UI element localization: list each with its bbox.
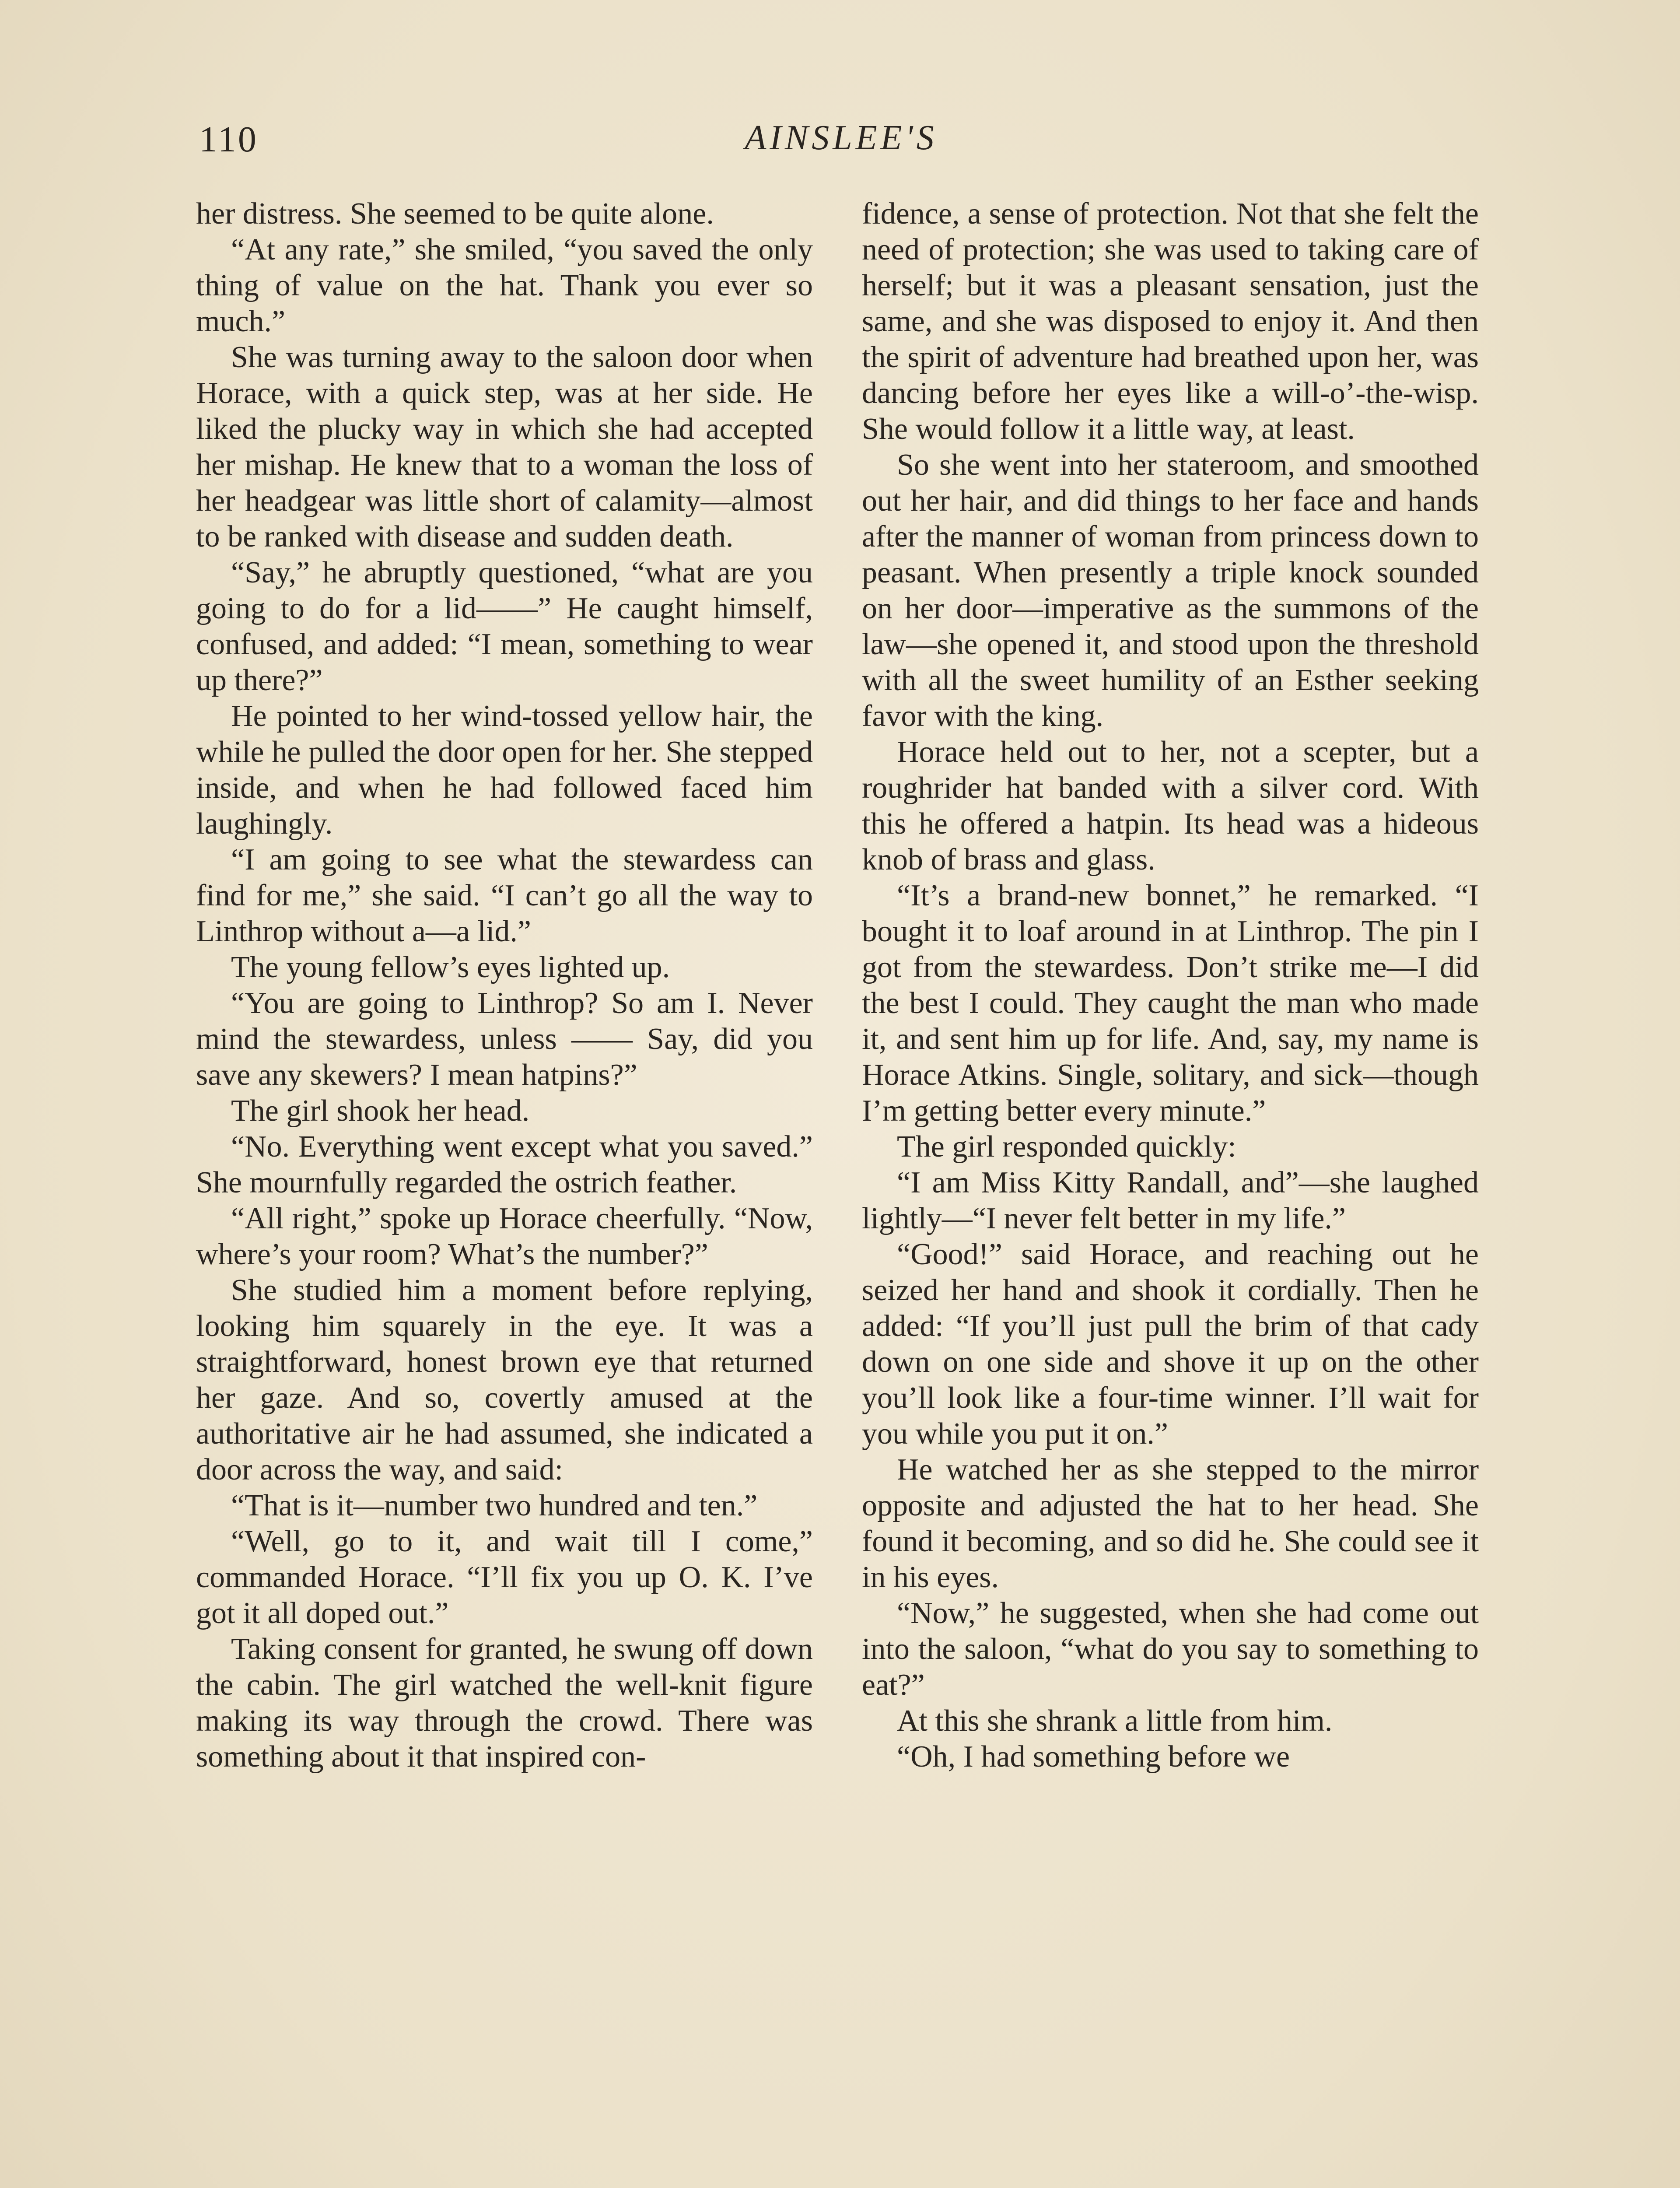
paragraph: “At any rate,” she smiled, “you saved the only thing of value on the hat. Thank you ever so much.” xyxy=(196,233,813,338)
paragraph: He watched her as she stepped to the mirror opposite and adjusted the hat to her head. She found it becoming, and so did he. She could see it in his eyes. xyxy=(862,1453,1479,1594)
paragraph: She studied him a moment before replying, looking him squarely in the eye. It was a straightforward, honest brown eye that returned her gaze. And so, covertly amused at the authoritative air he had assumed, she indicated a door across the way, and said: xyxy=(196,1273,813,1487)
paragraph: “I am going to see what the stewardess can find for me,” she said. “I can’t go all the way to Linthrop without a—a lid.” xyxy=(196,843,813,948)
right-column xyxy=(862,196,1479,1775)
paragraph: “Good!” said Horace, and reaching out he seized her hand and shook it cordially. Then he added: “If you’ll just pull the brim of that cady down on one side and shove it up on the other you’ll look like a four-time winner. I’ll wait for you while you put it on.” xyxy=(862,1238,1479,1451)
running-head xyxy=(199,118,1483,166)
paragraph: The girl responded quickly: xyxy=(897,1130,1236,1164)
running-title: AINSLEE'S xyxy=(745,119,938,157)
left-column xyxy=(196,196,813,1775)
paragraph: “No. Everything went except what you saved.” She mournfully regarded the ostrich feather. xyxy=(196,1130,813,1199)
paragraph: The girl shook her head. xyxy=(231,1094,530,1128)
paragraph: He pointed to her wind-tossed yellow hair, the while he pulled the door open for her. She stepped inside, and when he had followed faced him laughingly. xyxy=(196,699,813,841)
paragraph: “Say,” he abruptly questioned, “what are you going to do for a lid——” He caught himself, confused, and added: “I mean, something to wear up there?” xyxy=(196,556,813,697)
paragraph: Taking consent for granted, he swung off down the cabin. The girl watched the well-knit figure making its way through the crowd. There was something about it that inspired con- xyxy=(196,1632,813,1774)
paragraph: fidence, a sense of protection. Not that she felt the need of protection; she was used to taking care of herself; but it was a pleasant sensation, just the same, and she was disposed to enjoy it. And then the spirit of adventure had breathed upon her, was dancing before her eyes like a will-o’-the-wisp. She would follow it a little way, at least. xyxy=(862,197,1479,446)
paragraph: So she went into her stateroom, and smoothed out her hair, and did things to her face and hands after the manner of woman from princess down to peasant. When presently a triple knock sounded on her door—imperative as the summons of the law—she opened it, and stood upon the threshold with all the sweet humility of an Esther seeking favor with the king. xyxy=(862,448,1479,733)
paragraph: “Now,” he suggested, when she had come out into the saloon, “what do you say to something to eat?” xyxy=(862,1596,1479,1702)
paragraph: “All right,” spoke up Horace cheerfully. “Now, where’s your room? What’s the number?” xyxy=(196,1202,813,1271)
paragraph: The young fellow’s eyes lighted up. xyxy=(231,950,670,984)
paragraph: “That is it—number two hundred and ten.” xyxy=(231,1489,758,1522)
paragraph: “You are going to Linthrop? So am I. Never mind the stewardess, unless —— Say, did you save any skewers? I mean hatpins?” xyxy=(196,986,813,1092)
paragraph: “I am Miss Kitty Randall, and”—she laughed lightly—“I never felt better in my life.” xyxy=(862,1166,1479,1235)
paragraph: Horace held out to her, not a scepter, but a roughrider hat banded with a silver cord. With this he offered a hatpin. Its head was a hideous knob of brass and glass. xyxy=(862,735,1479,877)
page-number: 110 xyxy=(199,119,258,160)
paragraph: “It’s a brand-new bonnet,” he remarked. “I bought it to loaf around in at Linthrop. The pin I got from the stewardess. Don’t strike me—I did the best I could. They caught the man who made it, and sent him up for life. And, say, my name is Horace Atkins. Single, solitary, and sick—though I’m getting better every minute.” xyxy=(862,879,1479,1128)
paragraph: “Oh, I had something before we xyxy=(897,1740,1290,1774)
paragraph: her distress. She seemed to be quite alone. xyxy=(196,197,714,231)
paragraph: “Well, go to it, and wait till I come,” commanded Horace. “I’ll fix you up O. K. I’ve got it all doped out.” xyxy=(196,1525,813,1630)
paragraph: She was turning away to the saloon door when Horace, with a quick step, was at her side. He liked the plucky way in which she had accepted her mishap. He knew that to a woman the loss of her headgear was little short of calamity—almost to be ranked with disease and sudden death. xyxy=(196,340,813,554)
paragraph: At this she shrank a little from him. xyxy=(897,1704,1333,1738)
